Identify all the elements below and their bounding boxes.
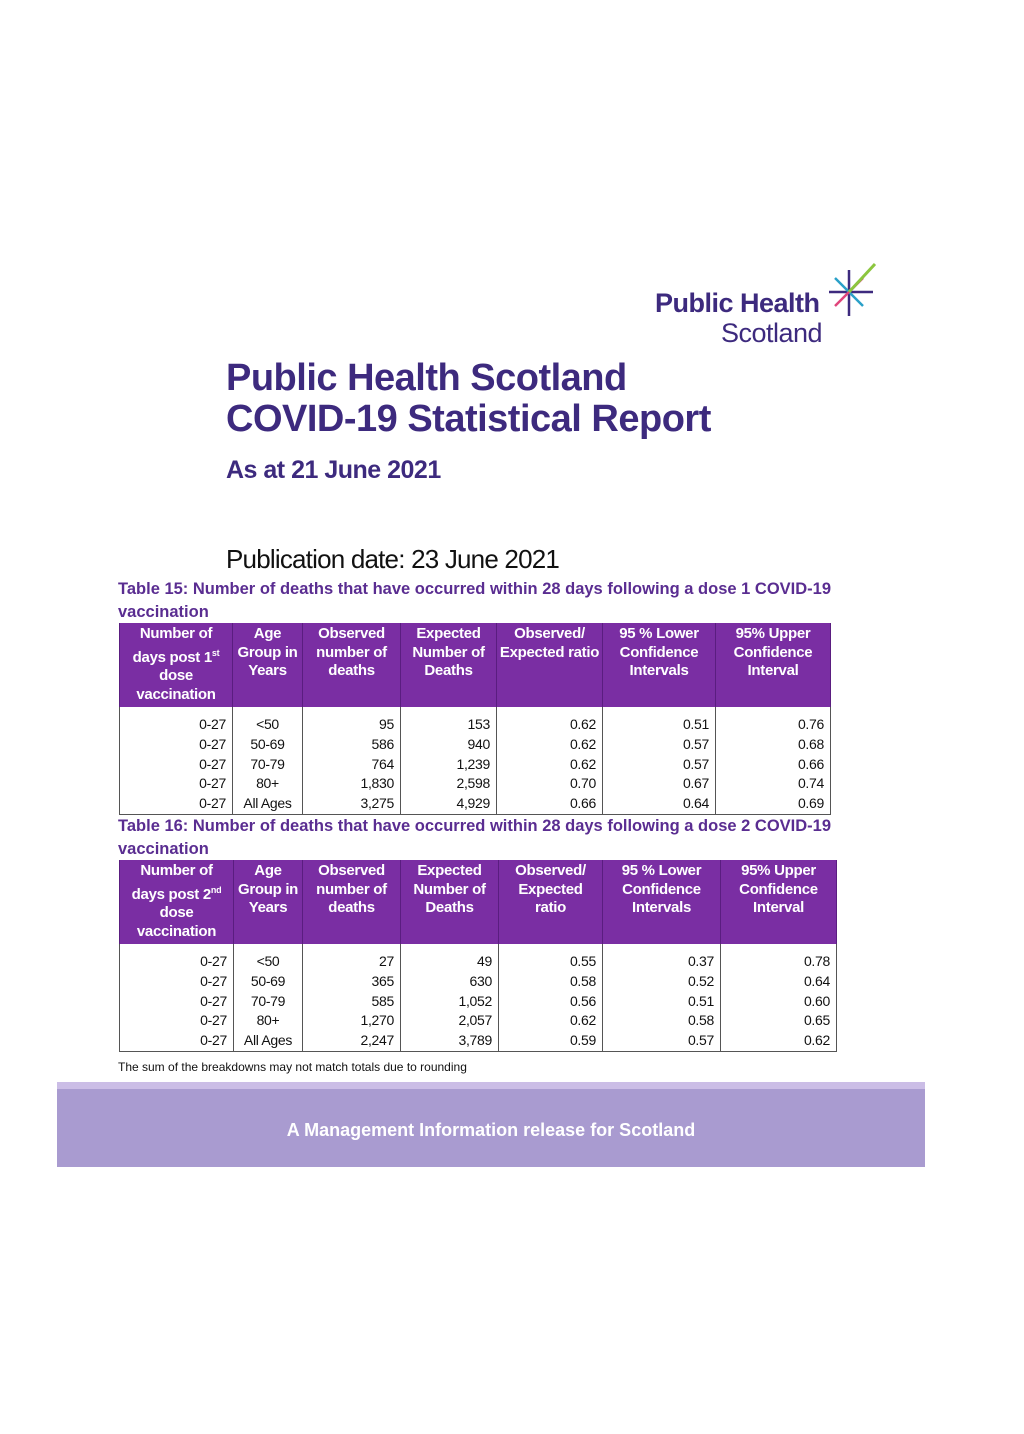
ratio-cell: 0.70: [497, 774, 603, 794]
age-group-cell: <50: [234, 952, 303, 972]
days-cell: [120, 944, 234, 952]
ratio-cell: 0.55: [499, 952, 603, 972]
age-group-cell: 50-69: [234, 972, 303, 992]
observed-cell: 764: [303, 755, 401, 775]
expected-cell: 4,929: [401, 794, 497, 814]
observed-cell: 95: [303, 715, 401, 735]
lower-ci-cell: [603, 707, 716, 715]
table-row: [120, 1031, 837, 1051]
days-cell: 0-27: [120, 794, 233, 814]
phs-logo: [655, 262, 885, 352]
footer-band-accent: [57, 1082, 925, 1089]
age-group-cell: <50: [233, 715, 303, 735]
as-at-date: As at 21 June 2021: [226, 456, 441, 484]
ratio-cell: 0.62: [497, 735, 603, 755]
table16-header-observed: Observed number of deaths: [303, 860, 401, 944]
expected-cell: 630: [401, 972, 499, 992]
ratio-cell: 0.59: [499, 1031, 603, 1051]
ratio-cell: 0.62: [499, 1011, 603, 1031]
table15-header-expected: Expected Number of Deaths: [401, 623, 497, 707]
observed-cell: 3,275: [303, 794, 401, 814]
ratio-cell: 0.62: [497, 715, 603, 735]
table16: [119, 860, 837, 1052]
upper-ci-cell: [716, 707, 831, 715]
upper-ci-cell: 0.62: [721, 1031, 837, 1051]
table15: [119, 623, 831, 815]
days-cell: 0-27: [120, 1031, 234, 1051]
observed-cell: 1,830: [303, 774, 401, 794]
days-cell: 0-27: [120, 774, 233, 794]
age-group-cell: 50-69: [233, 735, 303, 755]
observed-cell: [303, 944, 401, 952]
days-cell: [120, 707, 233, 715]
ratio-cell: 0.62: [497, 755, 603, 775]
lower-ci-cell: [603, 944, 721, 952]
observed-cell: [303, 707, 401, 715]
table-row: [120, 972, 837, 992]
table15-header-age: Age Group in Years: [233, 623, 303, 707]
table-row: [120, 715, 831, 735]
observed-cell: 27: [303, 952, 401, 972]
table16-caption: Table 16: Number of deaths that have occurred within 28 days following a dose 2 COVID-19 vaccination: [118, 817, 832, 858]
table-row: [120, 755, 831, 775]
footer-band-text: A Management Information release for Scotland: [286, 1120, 696, 1140]
table16-header-days: Number of days post 2nd dose vaccination: [120, 860, 234, 944]
expected-cell: 3,789: [401, 1031, 499, 1051]
table-row: [120, 1011, 837, 1031]
observed-cell: 1,270: [303, 1011, 401, 1031]
age-group-cell: [234, 944, 303, 952]
table16-header-age: Age Group in Years: [234, 860, 303, 944]
table15-header-ratio: Observed/ Expected ratio: [497, 623, 603, 707]
days-cell: 0-27: [120, 992, 234, 1012]
table15-header-lower-ci: 95 % Lower Confidence Intervals: [603, 623, 716, 707]
expected-cell: [401, 707, 497, 715]
lower-ci-cell: 0.51: [603, 715, 716, 735]
age-group-cell: 70-79: [234, 992, 303, 1012]
table-row: [120, 952, 837, 972]
logo-text-line2: Scotland: [721, 318, 823, 348]
days-cell: 0-27: [120, 952, 234, 972]
lower-ci-cell: 0.52: [603, 972, 721, 992]
table16-header-lower-ci: 95 % Lower Confidence Intervals: [603, 860, 721, 944]
upper-ci-cell: 0.68: [716, 735, 831, 755]
ratio-cell: 0.66: [497, 794, 603, 814]
upper-ci-cell: 0.66: [716, 755, 831, 775]
table15-caption: Table 15: Number of deaths that have occurred within 28 days following a dose 1 COVID-19 vaccination: [118, 580, 832, 621]
upper-ci-cell: [721, 944, 837, 952]
upper-ci-cell: 0.64: [721, 972, 837, 992]
expected-cell: 1,052: [401, 992, 499, 1012]
lower-ci-cell: 0.57: [603, 1031, 721, 1051]
days-cell: 0-27: [120, 1011, 234, 1031]
age-group-cell: [233, 707, 303, 715]
age-group-cell: All Ages: [234, 1031, 303, 1051]
days-cell: 0-27: [120, 755, 233, 775]
logo-text-line1: Public Health: [655, 288, 820, 318]
observed-cell: 365: [303, 972, 401, 992]
days-cell: 0-27: [120, 735, 233, 755]
expected-cell: 940: [401, 735, 497, 755]
lower-ci-cell: 0.57: [603, 755, 716, 775]
lower-ci-cell: 0.57: [603, 735, 716, 755]
ratio-cell: 0.58: [499, 972, 603, 992]
ratio-cell: [499, 944, 603, 952]
lower-ci-cell: 0.58: [603, 1011, 721, 1031]
title-line-2: COVID-19 Statistical Report: [226, 398, 711, 440]
table15-header-observed: Observed number of deaths: [303, 623, 401, 707]
table16-header-ratio: Observed/ Expected ratio: [499, 860, 603, 944]
table-row: [120, 735, 831, 755]
publication-date: Publication date: 23 June 2021: [226, 544, 560, 574]
lower-ci-cell: 0.64: [603, 794, 716, 814]
expected-cell: 2,598: [401, 774, 497, 794]
age-group-cell: All Ages: [233, 794, 303, 814]
observed-cell: 586: [303, 735, 401, 755]
starburst-icon: [827, 262, 879, 318]
table16-header-upper-ci: 95% Upper Confidence Interval: [721, 860, 837, 944]
title-line-1: Public Health Scotland: [226, 357, 627, 399]
ratio-cell: [497, 707, 603, 715]
expected-cell: 153: [401, 715, 497, 735]
ratio-cell: 0.56: [499, 992, 603, 1012]
upper-ci-cell: 0.69: [716, 794, 831, 814]
age-group-cell: 80+: [233, 774, 303, 794]
table15-header-days: Number of days post 1st dose vaccination: [120, 623, 233, 707]
days-cell: 0-27: [120, 715, 233, 735]
table-row: [120, 774, 831, 794]
expected-cell: 2,057: [401, 1011, 499, 1031]
lower-ci-cell: 0.37: [603, 952, 721, 972]
observed-cell: 585: [303, 992, 401, 1012]
upper-ci-cell: 0.60: [721, 992, 837, 1012]
rounding-footnote: The sum of the breakdowns may not match totals due to rounding: [118, 1060, 467, 1074]
upper-ci-cell: 0.74: [716, 774, 831, 794]
report-title: [226, 358, 711, 440]
observed-cell: 2,247: [303, 1031, 401, 1051]
table-row: [120, 794, 831, 814]
table-row: [120, 992, 837, 1012]
table15-header-upper-ci: 95% Upper Confidence Interval: [716, 623, 831, 707]
table16-header-expected: Expected Number of Deaths: [401, 860, 499, 944]
days-cell: 0-27: [120, 972, 234, 992]
upper-ci-cell: 0.65: [721, 1011, 837, 1031]
footer-band: [57, 1089, 925, 1167]
age-group-cell: 80+: [234, 1011, 303, 1031]
lower-ci-cell: 0.51: [603, 992, 721, 1012]
upper-ci-cell: 0.78: [721, 952, 837, 972]
age-group-cell: 70-79: [233, 755, 303, 775]
expected-cell: 49: [401, 952, 499, 972]
expected-cell: [401, 944, 499, 952]
upper-ci-cell: 0.76: [716, 715, 831, 735]
lower-ci-cell: 0.67: [603, 774, 716, 794]
expected-cell: 1,239: [401, 755, 497, 775]
